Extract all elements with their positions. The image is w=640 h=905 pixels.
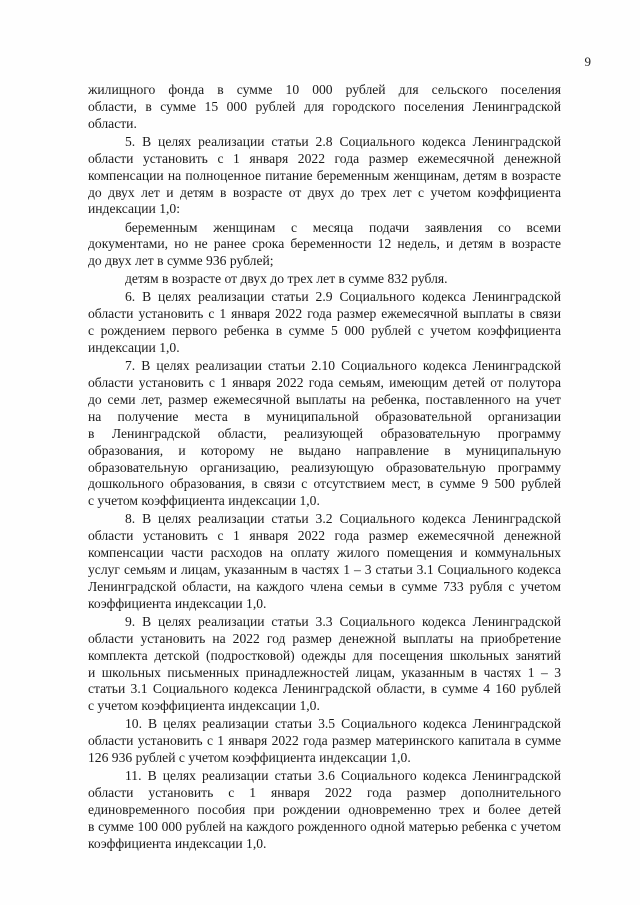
text-line: области установить с 1 января 2022 года размер ежемесячной выплаты в связи bbox=[88, 306, 561, 322]
text-line: единовременного пособия при рождении одновременно трех и более детей bbox=[88, 802, 561, 818]
text-line: коэффициента индексации 1,0. bbox=[88, 595, 267, 611]
paragraph bbox=[88, 220, 561, 271]
text-line: 11. В целях реализации статьи 3.6 Социального кодекса Ленинградской bbox=[125, 768, 561, 784]
text-line: области установить на 2022 год размер денежной выплаты на приобретение bbox=[88, 630, 561, 646]
text-line: в сумме 100 000 рублей на каждого рожденного одной матерью ребенка с учетом bbox=[88, 818, 561, 834]
text-line: области установить с 1 января 2022 года размер ежемесячной денежной bbox=[88, 528, 561, 544]
text-line: на получение места в муниципальной образовательной организации bbox=[88, 408, 561, 424]
text-line: области установить с 1 января 2022 года размер материнского капитала в сумме bbox=[88, 733, 561, 749]
paragraph bbox=[88, 716, 561, 767]
paragraph bbox=[88, 271, 561, 288]
text-line: индексации 1,0. bbox=[88, 340, 180, 356]
text-line: индексации 1,0: bbox=[88, 201, 180, 217]
text-line: с учетом коэффициента индексации 1,0. bbox=[88, 698, 320, 714]
text-line: и школьных письменных принадлежностей лицам, указанным в частях 1 – 3 bbox=[88, 664, 561, 680]
text-line: беременным женщинам с месяца подачи заявления со всеми bbox=[125, 219, 561, 235]
text-line: до двух лет в сумме 936 рублей; bbox=[88, 253, 274, 269]
paragraph bbox=[88, 614, 561, 715]
text-line: области установить с 1 января 2022 года размер ежемесячной денежной bbox=[88, 150, 561, 166]
text-line: образовательную организацию, реализующую образовательную программу bbox=[88, 459, 561, 475]
text-line: коэффициента индексации 1,0. bbox=[88, 835, 267, 851]
text-line: области. bbox=[88, 115, 137, 131]
text-line: в Ленинградской области, реализующей образовательную программу bbox=[88, 425, 561, 441]
text-line: области, в сумме 15 000 рублей для городского поселения Ленинградской bbox=[88, 98, 561, 114]
text-line: до двух лет и детям в возрасте от двух до трех лет с учетом коэффициента bbox=[88, 184, 561, 200]
page-number: 9 bbox=[584, 54, 591, 69]
text-line: дошкольного образования, в связи с отсутствием мест, в сумме 9 500 рублей bbox=[88, 476, 561, 492]
text-line: области установить с 1 января 2022 года размер дополнительного bbox=[88, 785, 561, 801]
text-line: с учетом коэффициента индексации 1,0. bbox=[88, 493, 320, 509]
text-line: с рождением первого ребенка в сумме 5 000 рублей с учетом коэффициента bbox=[88, 323, 561, 339]
text-line: компенсации части расходов на оплату жилого помещения и коммунальных bbox=[88, 545, 561, 561]
text-line: области установить с 1 января 2022 года семьям, имеющим детей от полутора bbox=[88, 375, 561, 391]
paragraph bbox=[88, 511, 561, 612]
paragraph bbox=[88, 358, 561, 510]
text-line: 10. В целях реализации статьи 3.5 Социального кодекса Ленинградской bbox=[125, 716, 561, 732]
text-line: 7. В целях реализации статьи 2.10 Социального кодекса Ленинградской bbox=[125, 358, 561, 374]
text-line: услуг семьям и лицам, указанным в частях 1 – 3 статьи 3.1 Социального кодекса bbox=[88, 562, 561, 578]
text-line: 126 936 рублей с учетом коэффициента индексации 1,0. bbox=[88, 750, 411, 766]
text-line: документами, но не ранее срока беременности 12 недель, и детям в возрасте bbox=[88, 236, 561, 252]
text-line: комплекта детской (подростковой) одежды для посещения школьных занятий bbox=[88, 647, 561, 663]
paragraph bbox=[88, 768, 561, 852]
text-line: 9. В целях реализации статьи 3.3 Социального кодекса Ленинградской bbox=[125, 613, 561, 629]
text-line: 5. В целях реализации статьи 2.8 Социального кодекса Ленинградской bbox=[125, 133, 561, 149]
text-line: 6. В целях реализации статьи 2.9 Социального кодекса Ленинградской bbox=[125, 289, 561, 305]
text-line: до семи лет, размер ежемесячной выплаты на ребенка, поставленного на учет bbox=[88, 391, 561, 407]
paragraph bbox=[88, 82, 561, 133]
text-line: компенсации на полноценное питание беременным женщинам, детям в возрасте bbox=[88, 167, 561, 183]
text-line: Ленинградской области, на каждого члена семьи в сумме 733 рубля с учетом bbox=[88, 578, 561, 594]
text-line: образования, и которому не выдано направление в муниципальную bbox=[88, 442, 561, 458]
paragraph bbox=[88, 134, 561, 218]
paragraph bbox=[88, 289, 561, 357]
document-body bbox=[88, 82, 561, 853]
text-line: жилищного фонда в сумме 10 000 рублей для сельского поселения bbox=[88, 82, 561, 97]
text-line: детям в возрасте от двух до трех лет в сумме 832 рубля. bbox=[125, 271, 448, 287]
text-line: 8. В целях реализации статьи 3.2 Социального кодекса Ленинградской bbox=[125, 511, 561, 527]
text-line: статьи 3.1 Социального кодекса Ленинградской области, в сумме 4 160 рублей bbox=[88, 681, 561, 697]
